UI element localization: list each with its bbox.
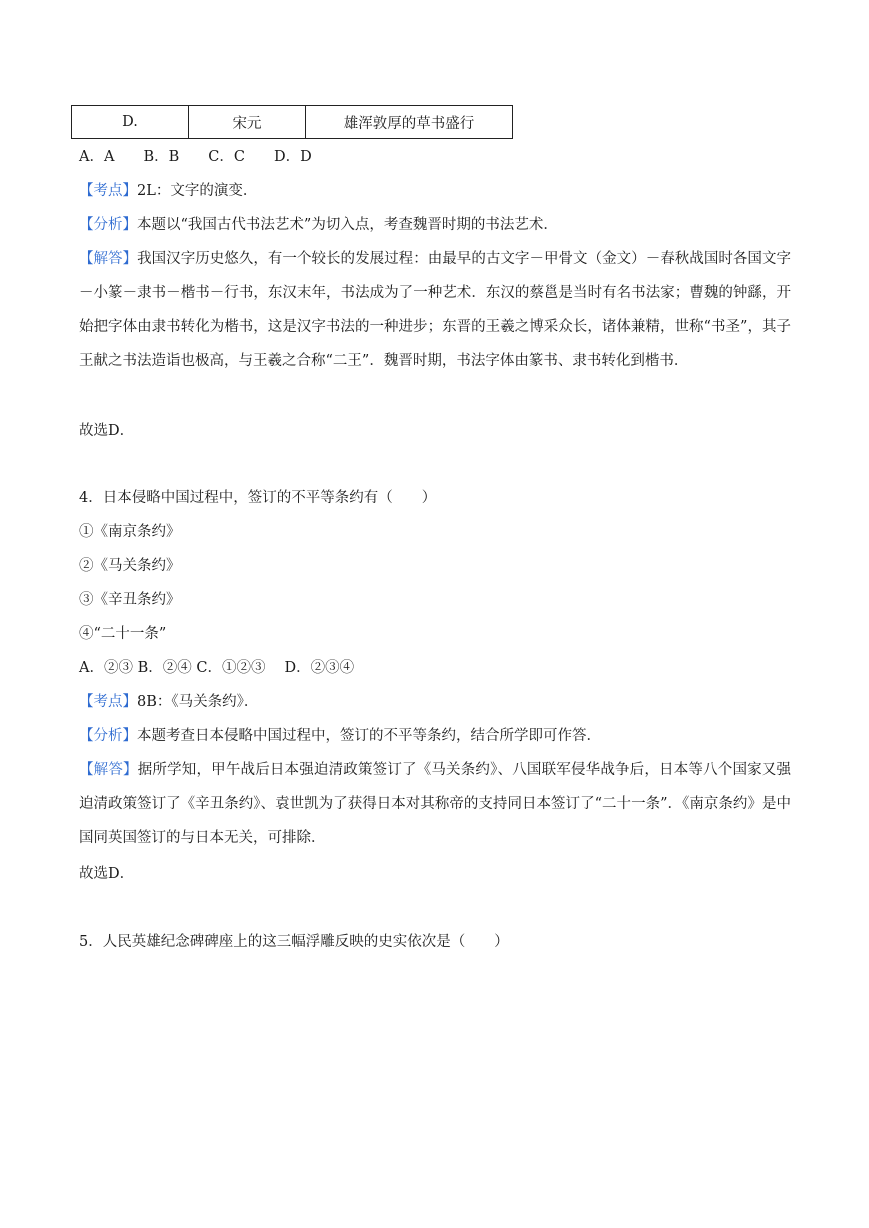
q4-jieda: [79, 753, 791, 855]
q3-options: A．A B．B C．C D．D: [79, 149, 312, 165]
kaodian-text: 2L：文字的演变．: [137, 183, 258, 199]
q3-fenxi: [79, 215, 558, 235]
kaodian-tag: 【考点】: [79, 183, 137, 199]
kaodian-tag: 【考点】: [79, 694, 137, 710]
q4-item-3: ③《辛丑条约》: [79, 592, 181, 608]
options-table: [71, 105, 513, 139]
table-row: [72, 106, 513, 139]
q4-options: A．②③ B．②④ C．①②③ D．②③④: [79, 660, 355, 676]
table-cell-letter: D.: [72, 106, 189, 139]
table-cell-dynasty: 宋元: [189, 106, 306, 139]
jieda-tag: 【解答】: [79, 251, 138, 267]
jieda-tag: 【解答】: [79, 762, 138, 778]
q4-item-4: ④“二十一条”: [79, 626, 167, 642]
q3-answer: 故选D．: [79, 423, 135, 439]
fenxi-text: 本题考查日本侵略中国过程中，签订的不平等条约，结合所学即可作答．: [137, 728, 601, 744]
q3-jieda: [79, 242, 791, 378]
jieda-text: 我国汉字历史悠久，有一个较长的发展过程：由最早的古文字－甲骨文（金文）－春秋战国时各国文字－小篆－隶书－楷书－行书，东汉末年，书法成为了一种艺术．东汉的蔡邕是当时有名书法家；曹魏的钟繇，开始把字体由隶书转化为楷书，这是汉字书法的一种进步；东晋的王羲之博采众长，诸体兼精，世称“书圣”，其子王献之书法造诣也极高，与王羲之合称“二王”．魏晋时期，书法字体由篆书、隶书转化到楷书．: [79, 251, 791, 369]
q4-kaodian: [79, 692, 258, 712]
table-cell-feature: 雄浑敦厚的草书盛行: [306, 106, 513, 139]
fenxi-tag: 【分析】: [79, 728, 137, 744]
q4-item-1: ①《南京条约》: [79, 524, 181, 540]
q4-stem: 4．日本侵略中国过程中，签订的不平等条约有（ ）: [79, 490, 437, 506]
fenxi-text: 本题以“我国古代书法艺术”为切入点，考查魏晋时期的书法艺术．: [137, 217, 558, 233]
q5-stem: 5．人民英雄纪念碑碑座上的这三幅浮雕反映的史实依次是（ ）: [79, 934, 509, 950]
q3-kaodian: [79, 181, 257, 201]
kaodian-text: 8B：《马关条约》．: [137, 694, 259, 710]
q4-answer: 故选D．: [79, 866, 135, 882]
fenxi-tag: 【分析】: [79, 217, 137, 233]
q4-fenxi: [79, 726, 601, 746]
jieda-text: 据所学知，甲午战后日本强迫清政策签订了《马关条约》、八国联军侵华战争后，日本等八个国家又强迫清政策签订了《辛丑条约》、袁世凯为了获得日本对其称帝的支持同日本签订了“二十一条”．《南京条约》是中国同英国签订的与日本无关，可排除．: [79, 762, 792, 846]
q4-item-2: ②《马关条约》: [79, 558, 181, 574]
